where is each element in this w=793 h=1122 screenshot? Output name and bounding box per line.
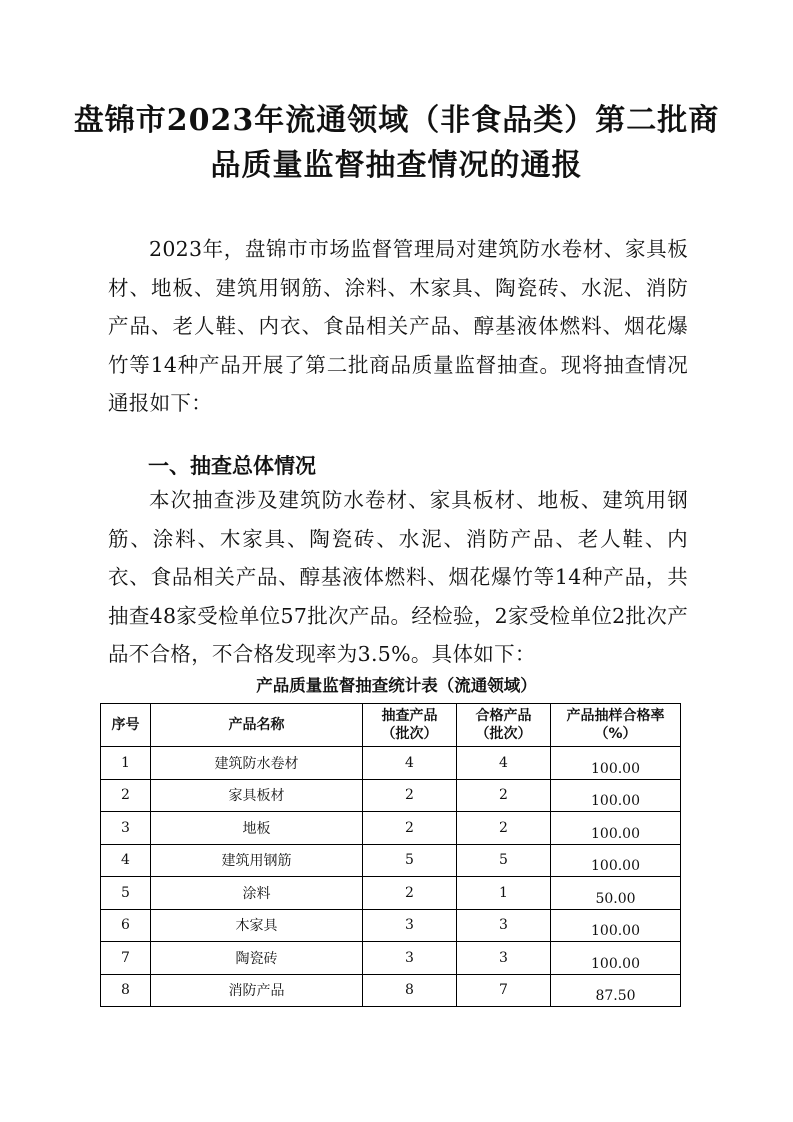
cell-pass-rate: 100.00 xyxy=(551,779,681,812)
table-row xyxy=(101,747,681,780)
cell-sampled-batches: 3 xyxy=(363,942,457,975)
header-product-name: 产品名称 xyxy=(151,704,363,747)
cell-pass-rate: 100.00 xyxy=(551,942,681,975)
cell-qualified-batches: 7 xyxy=(457,974,551,1007)
table-title: 产品质量监督抽查统计表（流通领域） xyxy=(256,676,537,695)
intro-paragraph: 2023年，盘锦市市场监督管理局对建筑防水卷材、家具板材、地板、建筑用钢筋、涂料、木家具、陶瓷砖、水泥、消防产品、老人鞋、内衣、食品相关产品、醇基液体燃料、烟花爆竹等14种产品开展了第二批商品质量监督抽查。现将抽查情况通报如下： xyxy=(108,237,688,415)
cell-qualified-batches: 2 xyxy=(457,812,551,845)
table-row xyxy=(101,877,681,910)
cell-qualified-batches: 4 xyxy=(457,747,551,780)
cell-no: 1 xyxy=(101,747,151,780)
cell-sampled-batches: 5 xyxy=(363,844,457,877)
cell-no: 3 xyxy=(101,812,151,845)
table-header-row xyxy=(101,704,681,747)
cell-pass-rate: 87.50 xyxy=(551,974,681,1007)
table-row xyxy=(101,909,681,942)
cell-qualified-batches: 1 xyxy=(457,877,551,910)
cell-no: 7 xyxy=(101,942,151,975)
table-row xyxy=(101,779,681,812)
cell-sampled-batches: 2 xyxy=(363,779,457,812)
cell-qualified-batches: 3 xyxy=(457,909,551,942)
cell-sampled-batches: 2 xyxy=(363,812,457,845)
cell-qualified-batches: 3 xyxy=(457,942,551,975)
cell-product-name: 家具板材 xyxy=(151,779,363,812)
header-pass-rate: 产品抽样合格率 （%） xyxy=(551,704,681,747)
cell-qualified-batches: 5 xyxy=(457,844,551,877)
table-row xyxy=(101,844,681,877)
cell-no: 6 xyxy=(101,909,151,942)
header-no: 序号 xyxy=(101,704,151,747)
cell-sampled-batches: 3 xyxy=(363,909,457,942)
cell-pass-rate: 100.00 xyxy=(551,812,681,845)
cell-product-name: 建筑防水卷材 xyxy=(151,747,363,780)
cell-pass-rate: 100.00 xyxy=(551,844,681,877)
document-title-line-1: 盘锦市2023年流通领域（非食品类）第二批商 xyxy=(73,103,720,138)
cell-no: 8 xyxy=(101,974,151,1007)
header-sampled-batches: 抽查产品 （批次） xyxy=(363,704,457,747)
cell-pass-rate: 100.00 xyxy=(551,909,681,942)
cell-no: 5 xyxy=(101,877,151,910)
cell-product-name: 木家具 xyxy=(151,909,363,942)
section-overview-paragraph: 本次抽查涉及建筑防水卷材、家具板材、地板、建筑用钢筋、涂料、木家具、陶瓷砖、水泥、消防产品、老人鞋、内衣、食品相关产品、醇基液体燃料、烟花爆竹等14种产品，共抽查48家受检单位57批次产品。经检验，2家受检单位2批次产品不合格，不合格发现率为3.5%。具体如下： xyxy=(108,488,688,666)
cell-product-name: 涂料 xyxy=(151,877,363,910)
table-body xyxy=(101,747,681,1007)
cell-product-name: 建筑用钢筋 xyxy=(151,844,363,877)
cell-sampled-batches: 4 xyxy=(363,747,457,780)
table-row xyxy=(101,974,681,1007)
cell-qualified-batches: 2 xyxy=(457,779,551,812)
cell-product-name: 地板 xyxy=(151,812,363,845)
cell-sampled-batches: 8 xyxy=(363,974,457,1007)
cell-no: 2 xyxy=(101,779,151,812)
header-qualified-batches: 合格产品 （批次） xyxy=(457,704,551,747)
statistics-table xyxy=(100,703,681,1007)
cell-sampled-batches: 2 xyxy=(363,877,457,910)
cell-pass-rate: 50.00 xyxy=(551,877,681,910)
document-title-line-2: 品质量监督抽查情况的通报 xyxy=(210,148,583,183)
cell-pass-rate: 100.00 xyxy=(551,747,681,780)
cell-product-name: 陶瓷砖 xyxy=(151,942,363,975)
table-row xyxy=(101,942,681,975)
section-heading-overview: 一、抽查总体情况 xyxy=(148,454,316,478)
table-row xyxy=(101,812,681,845)
cell-product-name: 消防产品 xyxy=(151,974,363,1007)
cell-no: 4 xyxy=(101,844,151,877)
